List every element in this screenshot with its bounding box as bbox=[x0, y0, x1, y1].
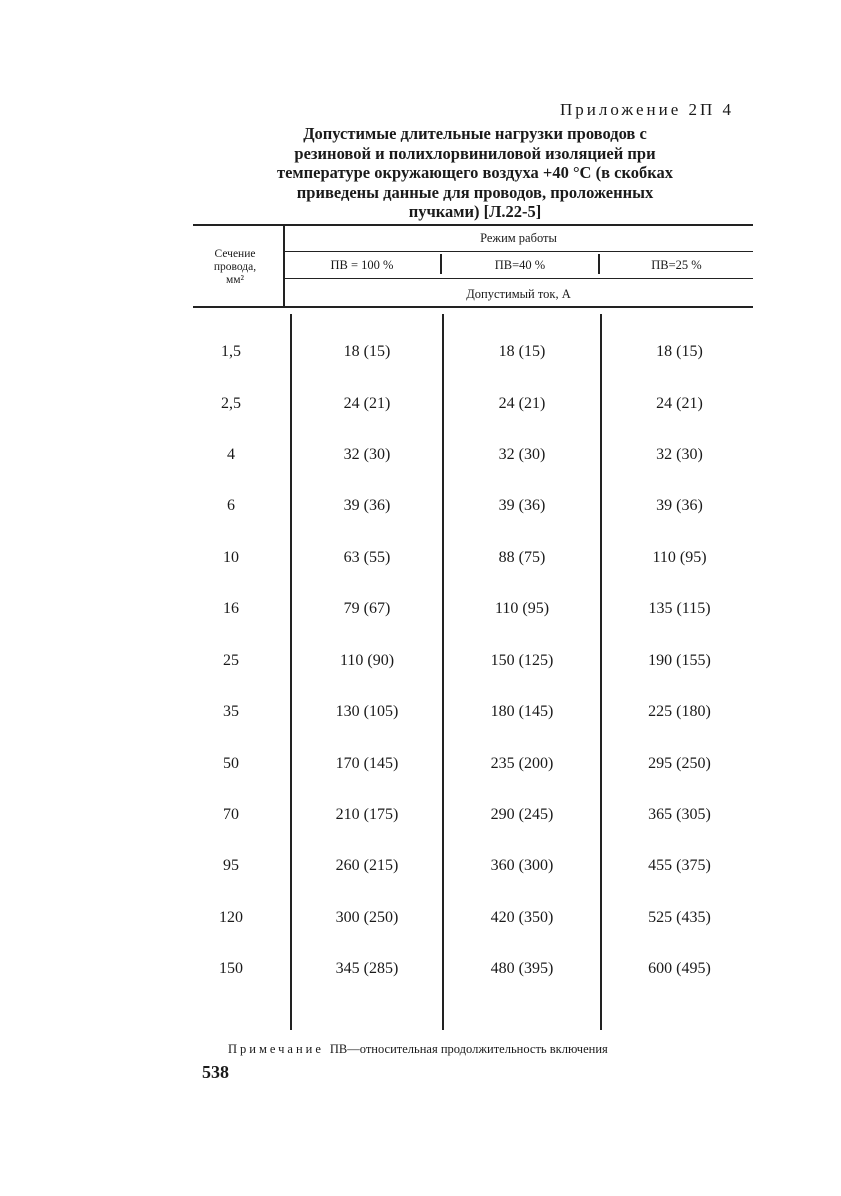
section-header-line: мм² bbox=[225, 274, 244, 286]
pv100-cell: 345 (285) bbox=[335, 960, 399, 977]
pv40-cell: 39 (36) bbox=[498, 497, 546, 514]
pv25-cell: 455 (375) bbox=[648, 857, 711, 874]
note-text: ПВ—относительная продолжительность включения bbox=[329, 1042, 608, 1056]
section-cell: 16 bbox=[223, 600, 239, 617]
pv100-cell: 79 (67) bbox=[343, 600, 391, 617]
title-line: пучками) [Л.22-5] bbox=[408, 202, 542, 221]
pv40-cell: 18 (15) bbox=[498, 343, 546, 360]
pv40-cell: 480 (395) bbox=[490, 960, 554, 977]
pv40-cell: 88 (75) bbox=[498, 549, 546, 566]
pv40-cell: 150 (125) bbox=[490, 652, 554, 669]
pv25-cell: 295 (250) bbox=[648, 755, 711, 772]
section-cell: 50 bbox=[223, 755, 239, 772]
pv25-cell: 600 (495) bbox=[648, 960, 711, 977]
note-label: Примечание bbox=[228, 1042, 324, 1056]
pv25-cell: 39 (36) bbox=[656, 497, 703, 514]
page-number: 538 bbox=[202, 1062, 229, 1082]
mode-column-pv100: ПВ = 100 % bbox=[330, 258, 394, 272]
pv25-cell: 32 (30) bbox=[656, 446, 703, 463]
pv100-cell: 260 (215) bbox=[335, 857, 399, 874]
title-line: приведены данные для проводов, проложенных bbox=[296, 182, 654, 202]
section-cell: 10 bbox=[223, 549, 239, 566]
section-cell: 35 bbox=[223, 703, 239, 720]
section-cell: 6 bbox=[227, 497, 235, 514]
section-cell: 120 bbox=[219, 909, 243, 926]
section-cell: 1,5 bbox=[221, 343, 241, 360]
mode-header: Режим работы bbox=[480, 231, 557, 245]
current-header: Допустимый ток, А bbox=[466, 287, 571, 301]
table-title bbox=[195, 124, 755, 222]
pv100-cell: 24 (21) bbox=[343, 395, 391, 412]
title-line: резиновой и полихлорвиниловой изоляцией при bbox=[294, 143, 656, 163]
section-cell: 70 bbox=[223, 806, 239, 823]
mode-column-pv25: ПВ=25 % bbox=[651, 258, 702, 272]
mode-header-rule bbox=[284, 251, 753, 252]
section-header-line: провода, bbox=[213, 261, 257, 273]
title-line: Допустимые длительные нагрузки проводов с bbox=[303, 124, 647, 143]
section-header-line: Сечение bbox=[214, 248, 256, 260]
pv100-cell: 63 (55) bbox=[343, 549, 391, 566]
section-cell: 150 bbox=[219, 960, 243, 977]
pv40-cell: 32 (30) bbox=[498, 446, 546, 463]
pv40-cell: 420 (350) bbox=[490, 909, 554, 926]
appendix-label: Приложение 2П 4 bbox=[560, 100, 735, 119]
mode-columns-rule bbox=[284, 278, 753, 279]
pv40-cell: 180 (145) bbox=[490, 703, 554, 720]
pv25-cell: 24 (21) bbox=[656, 395, 703, 412]
pv25-cell: 110 (95) bbox=[652, 549, 707, 566]
pv100-cell: 32 (30) bbox=[343, 446, 391, 463]
pv25-cell: 135 (115) bbox=[648, 600, 711, 617]
pv100-cell: 210 (175) bbox=[335, 806, 399, 823]
pv40-cell: 290 (245) bbox=[490, 806, 554, 823]
pv100-cell: 110 (90) bbox=[339, 652, 395, 669]
pv100-cell: 18 (15) bbox=[343, 343, 391, 360]
pv25-cell: 365 (305) bbox=[648, 806, 711, 823]
title-line: температуре окружающего воздуха +40 °С (в скобках bbox=[277, 163, 673, 182]
section-cell: 95 bbox=[223, 857, 239, 874]
pv100-cell: 170 (145) bbox=[335, 755, 399, 772]
header-bottom-rule bbox=[193, 306, 753, 308]
section-cell: 4 bbox=[227, 446, 235, 463]
section-cell: 25 bbox=[223, 652, 239, 669]
section-cell: 2,5 bbox=[221, 395, 241, 412]
pv40-cell: 110 (95) bbox=[494, 600, 550, 617]
pv100-cell: 130 (105) bbox=[335, 703, 399, 720]
section-column-header bbox=[193, 248, 277, 287]
footnote bbox=[228, 1042, 608, 1057]
pv25-cell: 190 (155) bbox=[648, 652, 711, 669]
pv100-cell: 39 (36) bbox=[343, 497, 391, 514]
pv25-cell: 18 (15) bbox=[656, 343, 703, 360]
table-top-rule bbox=[193, 224, 753, 226]
pv100-cell: 300 (250) bbox=[335, 909, 399, 926]
mode-column-pv40: ПВ=40 % bbox=[494, 258, 546, 272]
pv25-cell: 225 (180) bbox=[648, 703, 711, 720]
pv40-cell: 360 (300) bbox=[490, 857, 554, 874]
pv40-cell: 235 (200) bbox=[490, 755, 554, 772]
pv40-cell: 24 (21) bbox=[498, 395, 546, 412]
pv25-cell: 525 (435) bbox=[648, 909, 711, 926]
